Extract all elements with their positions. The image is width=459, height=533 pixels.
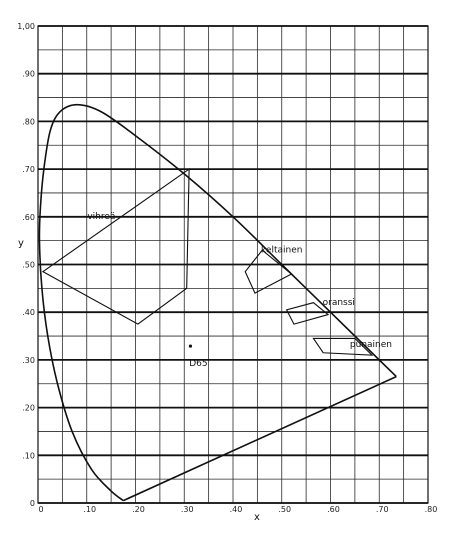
region-keltainen [245,250,291,293]
x-tick-label: .60 [327,505,340,514]
y-tick-label: .80 [22,117,35,127]
y-tick-label: .70 [22,165,35,175]
x-tick-label: .70 [375,505,389,514]
y-tick-label: 0 [29,499,35,508]
y-tick-label: .20 [22,403,35,413]
region-vihreä [43,169,189,324]
x-tick-label: .10 [83,505,97,514]
region-label-keltainen: keltainen [261,245,303,256]
x-tick-label: .50 [278,505,292,514]
region-label-oranssi: oranssi [322,298,355,309]
x-tick-label: .40 [229,505,243,514]
x-tick-label: 0 [38,505,44,514]
region-label-vihreä: vihreä [87,212,116,223]
grid [38,26,428,503]
purple-line [123,377,396,501]
y-tick-label: .30 [22,355,35,365]
y-tick-label: 1,00 [17,22,35,31]
white-point-marker [189,344,192,347]
x-tick-label: .80 [424,505,438,514]
y-tick-label: .10 [22,451,35,461]
y-tick-label: .50 [22,260,35,270]
tick-labels [17,22,437,514]
y-axis-title: y [18,238,24,249]
white-point-label: D65 [189,359,208,370]
region-label-punainen: punainen [349,340,393,351]
x-axis-title: x [254,512,260,523]
y-tick-label: .90 [22,69,35,79]
x-tick-label: .30 [180,505,194,514]
y-tick-label: .40 [22,308,35,318]
y-tick-label: .60 [22,212,35,222]
plot-area [39,105,396,501]
x-tick-label: .20 [132,505,145,514]
